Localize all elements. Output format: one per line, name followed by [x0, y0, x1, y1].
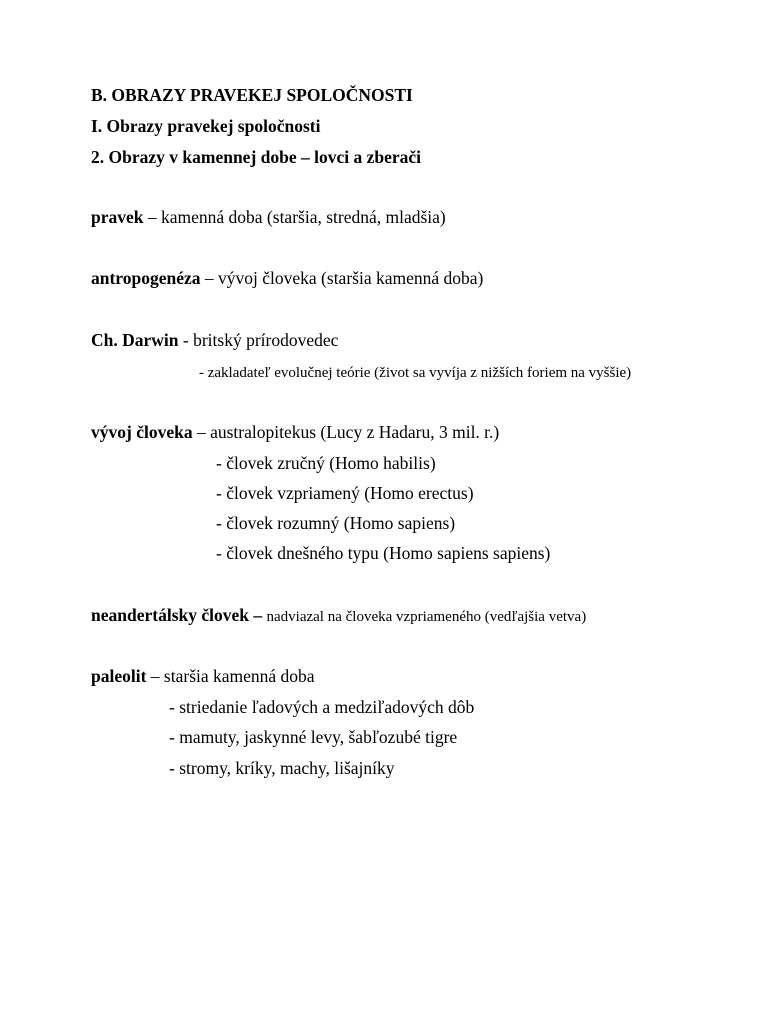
- chapter-heading: I. Obrazy pravekej spoločnosti: [91, 116, 321, 136]
- antropogeneza-term: antropogenéza: [91, 268, 201, 288]
- darwin-term: Ch. Darwin: [91, 330, 179, 350]
- vyvoj-item: - človek vzpriamený (Homo erectus): [216, 483, 474, 503]
- darwin-note: - zakladateľ evolučnej teórie (život sa vyvíja z nižších foriem na vyššie): [199, 365, 632, 381]
- vyvoj-item: - človek dnešného typu (Homo sapiens sapiens): [216, 543, 551, 563]
- paleolit-entry: [91, 665, 315, 687]
- paleolit-term: paleolit: [91, 666, 147, 686]
- darwin-entry: [91, 329, 338, 351]
- pravek-entry: [91, 206, 446, 228]
- paleolit-item: - mamuty, jaskynné levy, šabľozubé tigre: [169, 727, 458, 747]
- paleolit-definition: – staršia kamenná doba: [146, 666, 315, 686]
- vyvoj-item: - človek rozumný (Homo sapiens): [216, 513, 456, 533]
- neandertal-entry: [91, 604, 586, 628]
- neandertal-dash: –: [249, 605, 267, 625]
- antropogeneza-entry: [91, 267, 483, 289]
- neandertal-definition: nadviazal na človeka vzpriameného (vedľajšia vetva): [266, 609, 587, 625]
- vyvoj-term: vývoj človeka: [91, 422, 193, 442]
- topic-heading: 2. Obrazy v kamennej dobe – lovci a zberači: [91, 147, 422, 167]
- neandertal-term: neandertálsky človek: [91, 605, 249, 625]
- vyvoj-definition: – australopitekus (Lucy z Hadaru, 3 mil. r.): [192, 422, 500, 442]
- vyvoj-item: - človek zručný (Homo habilis): [216, 453, 436, 473]
- darwin-definition: - britský prírodovedec: [178, 330, 339, 350]
- paleolit-item: - stromy, kríky, machy, lišajníky: [169, 758, 395, 778]
- section-heading: B. OBRAZY PRAVEKEJ SPOLOČNOSTI: [91, 85, 413, 105]
- pravek-definition: – kamenná doba (staršia, stredná, mladšia): [143, 207, 446, 227]
- pravek-term: pravek: [91, 207, 144, 227]
- antropogeneza-definition: – vývoj človeka (staršia kamenná doba): [200, 268, 484, 288]
- vyvoj-entry: [91, 421, 499, 443]
- paleolit-item: - striedanie ľadových a medziľadových dôb: [169, 697, 475, 717]
